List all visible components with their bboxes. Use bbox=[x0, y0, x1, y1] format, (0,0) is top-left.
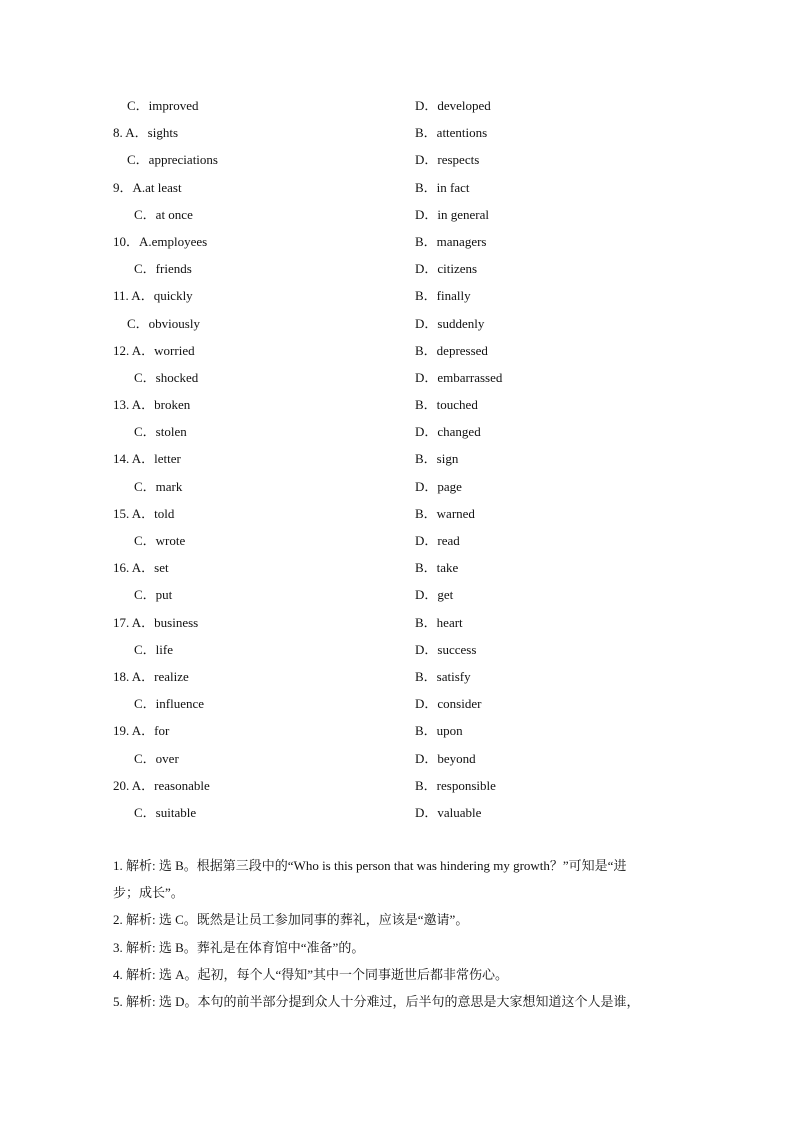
option-left: C．improved bbox=[127, 98, 199, 113]
option-left: C．friends bbox=[134, 261, 192, 277]
option-left: 12. A．worried bbox=[113, 342, 195, 358]
analysis-item-continuation: 步；成长”。 bbox=[113, 885, 184, 901]
option-left: 13. A．broken bbox=[113, 397, 191, 413]
option-left: 19. A．for bbox=[113, 723, 170, 739]
option-left: C．wrote bbox=[134, 533, 186, 548]
option-row bbox=[0, 554, 794, 581]
option-row bbox=[0, 717, 794, 744]
option-row bbox=[0, 146, 794, 173]
option-right: D．respects bbox=[415, 152, 480, 168]
option-row bbox=[0, 418, 794, 445]
option-row bbox=[0, 609, 794, 636]
analysis-item: 1. 解析: 选 B。根据第三段中的“Who is this person that was hindering my growth？”可知是“进 bbox=[113, 858, 627, 873]
option-row bbox=[0, 255, 794, 282]
option-left: C．over bbox=[134, 750, 179, 766]
option-left: 8. A．sights bbox=[113, 125, 179, 141]
option-right: D．read bbox=[415, 533, 460, 548]
options-list bbox=[0, 92, 794, 826]
option-row bbox=[0, 663, 794, 690]
option-row bbox=[0, 581, 794, 608]
option-right: D．success bbox=[415, 641, 477, 657]
option-row bbox=[0, 364, 794, 391]
option-row bbox=[0, 527, 794, 554]
option-left: 16. A．set bbox=[113, 560, 169, 576]
option-left: 10．A.employees bbox=[113, 233, 208, 249]
option-row bbox=[0, 473, 794, 500]
option-right: D．page bbox=[415, 478, 462, 494]
option-left: 15. A．told bbox=[113, 505, 175, 521]
option-right: B．responsible bbox=[415, 777, 496, 793]
option-right: B．heart bbox=[415, 614, 463, 630]
option-left: C．influence bbox=[134, 696, 205, 712]
option-right: B．sign bbox=[415, 451, 459, 467]
option-left: 9．A.at least bbox=[113, 179, 182, 195]
option-right: D．developed bbox=[415, 98, 491, 113]
option-right: B．satisfy bbox=[415, 668, 471, 684]
option-row bbox=[0, 201, 794, 228]
analysis-item: 3. 解析: 选 B。葬礼是在体育馆中“准备”的。 bbox=[113, 939, 365, 955]
option-row bbox=[0, 337, 794, 364]
option-row bbox=[0, 119, 794, 146]
option-left: 18. A．realize bbox=[113, 668, 189, 684]
option-right: B．in fact bbox=[415, 179, 470, 195]
analysis-item: 5. 解析: 选 D。本句的前半部分提到众人十分难过，后半句的意思是大家想知道这个人是谁， bbox=[113, 994, 640, 1010]
option-left: C．appreciations bbox=[127, 152, 218, 168]
option-left: C．shocked bbox=[134, 369, 199, 385]
option-right: D．changed bbox=[415, 424, 481, 440]
option-right: D．consider bbox=[415, 696, 482, 712]
option-right: B．managers bbox=[415, 233, 487, 249]
option-right: D．in general bbox=[415, 206, 490, 222]
option-right: D．citizens bbox=[415, 261, 478, 277]
option-right: D．embarrassed bbox=[415, 369, 503, 385]
option-left: C．mark bbox=[134, 478, 183, 494]
option-row bbox=[0, 772, 794, 799]
option-left: 14. A．letter bbox=[113, 451, 181, 467]
option-right: B．attentions bbox=[415, 125, 488, 141]
option-right: B．take bbox=[415, 560, 459, 576]
option-right: D．valuable bbox=[415, 804, 482, 820]
option-left: C．obviously bbox=[127, 315, 200, 331]
option-right: D．suddenly bbox=[415, 315, 485, 331]
option-left: 20. A．reasonable bbox=[113, 777, 210, 793]
analysis-item: 4. 解析: 选 A。起初，每个人“得知”其中一个同事逝世后都非常伤心。 bbox=[113, 966, 509, 982]
option-left: C．suitable bbox=[134, 804, 197, 820]
option-right: B．finally bbox=[415, 288, 471, 304]
option-right: B．depressed bbox=[415, 342, 488, 358]
option-row bbox=[0, 282, 794, 309]
option-right: D．beyond bbox=[415, 750, 476, 766]
option-row bbox=[0, 500, 794, 527]
option-row bbox=[0, 174, 794, 201]
option-row bbox=[0, 310, 794, 337]
option-row bbox=[0, 690, 794, 717]
option-row bbox=[0, 228, 794, 255]
option-left: 17. A．business bbox=[113, 614, 199, 630]
option-row bbox=[0, 391, 794, 418]
option-left: C．at once bbox=[134, 206, 193, 222]
option-right: B．upon bbox=[415, 723, 463, 739]
option-row bbox=[0, 745, 794, 772]
analysis-section bbox=[113, 852, 688, 1015]
option-right: D．get bbox=[415, 587, 454, 603]
option-right: B．warned bbox=[415, 505, 475, 521]
option-left: C．life bbox=[134, 641, 173, 657]
option-left: C．stolen bbox=[134, 424, 187, 440]
option-right: B．touched bbox=[415, 397, 478, 413]
option-row bbox=[0, 636, 794, 663]
option-row bbox=[0, 445, 794, 472]
analysis-item: 2. 解析: 选 C。既然是让员工参加同事的葬礼，应该是“邀请”。 bbox=[113, 912, 469, 928]
option-row bbox=[0, 799, 794, 826]
option-left: 11. A．quickly bbox=[113, 288, 193, 304]
option-left: C．put bbox=[134, 587, 173, 603]
option-row bbox=[0, 92, 794, 119]
